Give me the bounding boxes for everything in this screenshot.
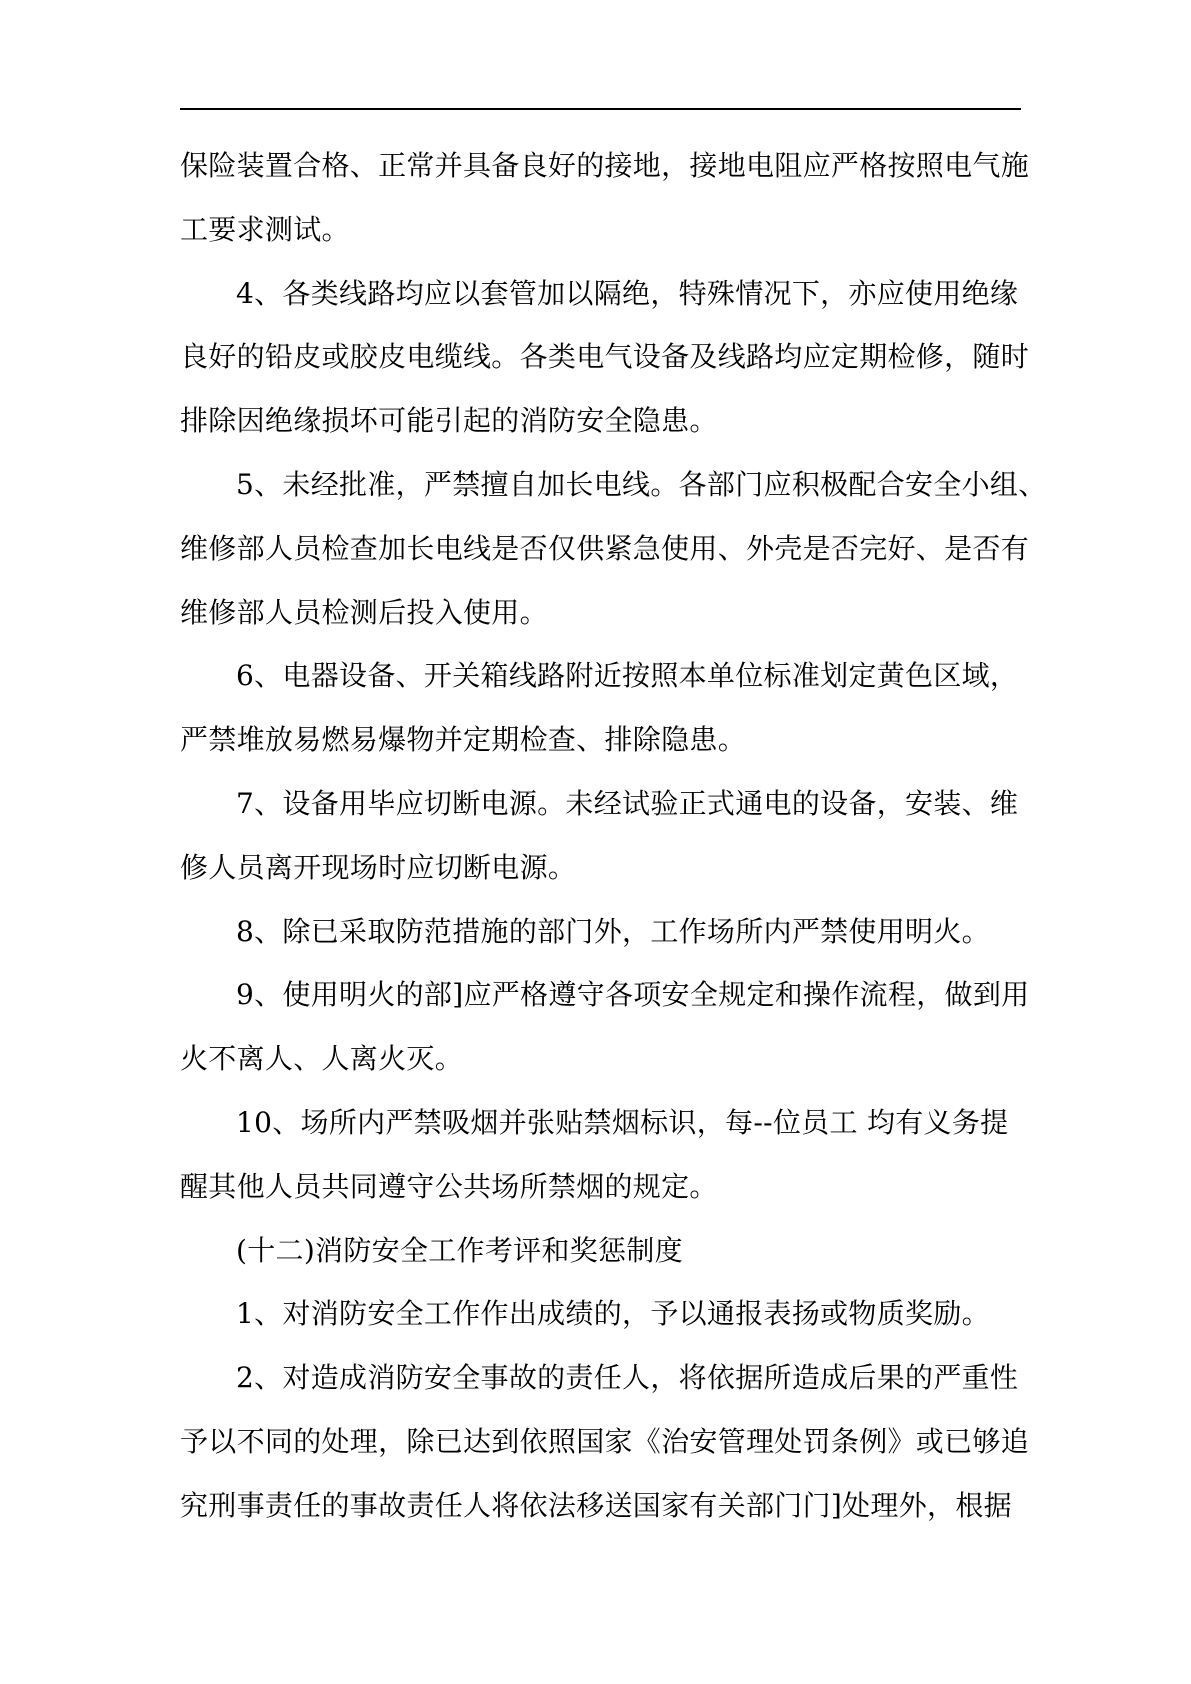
text-line: 究刑事责任的事故责任人将依法移送国家有关部门门]处理外，根据 — [180, 1488, 1012, 1522]
paragraph-start: 2、对造成消防安全事故的责任人，将依据所造成后果的严重性 — [236, 1361, 1019, 1395]
section-heading: (十二)消防安全工作考评和奖惩制度 — [236, 1233, 683, 1267]
text-line: 维修部人员检测后投入使用。 — [180, 595, 548, 629]
text-line: 修人员离开现场时应切断电源。 — [180, 850, 577, 884]
paragraph-start: 7、设备用毕应切断电源。未经试验正式通电的设备，安装、维 — [236, 786, 1019, 820]
paragraph-start: 5、未经批准，严禁擅自加长电线。各部门应积极配合安全小组、 — [236, 467, 1047, 501]
paragraph-start: 6、电器设备、开关箱线路附近按照本单位标准划定黄色区域， — [236, 659, 1019, 693]
text-line: 严禁堆放易燃易爆物并定期检查、排除隐患。 — [180, 723, 747, 757]
paragraph-start: 1、对消防安全工作作出成绩的，予以通报表扬或物质奖励。 — [236, 1297, 990, 1331]
paragraph-start: 10、场所内严禁吸烟并张贴禁烟标识，每--位员工 均有义务提 — [236, 1105, 1009, 1139]
text-line: 火不离人、人离火灭。 — [180, 1042, 464, 1076]
text-line: 排除因绝缘损坏可能引起的消防安全隐患。 — [180, 404, 718, 438]
text-line: 工要求测试。 — [180, 212, 350, 246]
document-body — [180, 134, 1047, 1538]
text-line: 予以不同的处理，除已达到依照国家《治安管理处罚条例》或已够追 — [180, 1424, 1030, 1458]
paragraph-start: 9、使用明火的部]应严格遵守各项安全规定和操作流程，做到用 — [236, 978, 1030, 1012]
text-line: 维修部人员检查加长电线是否仅供紧急使用、外壳是否完好、是否有 — [180, 531, 1030, 565]
text-line: 良好的铅皮或胶皮电缆线。各类电气设备及线路均应定期检修，随时 — [180, 340, 1030, 374]
paragraph-start: 4、各类线路均应以套管加以隔绝，特殊情况下，亦应使用绝缘 — [236, 276, 1019, 310]
text-line: 保险装置合格、正常并具备良好的接地，接地电阻应严格按照电气施 — [180, 149, 1030, 182]
text-line: 醒其他人员共同遵守公共场所禁烟的规定。 — [180, 1169, 718, 1203]
paragraph-start: 8、除已采取防范措施的部门外，工作场所内严禁使用明火。 — [236, 914, 990, 948]
header-rule — [180, 108, 1021, 110]
